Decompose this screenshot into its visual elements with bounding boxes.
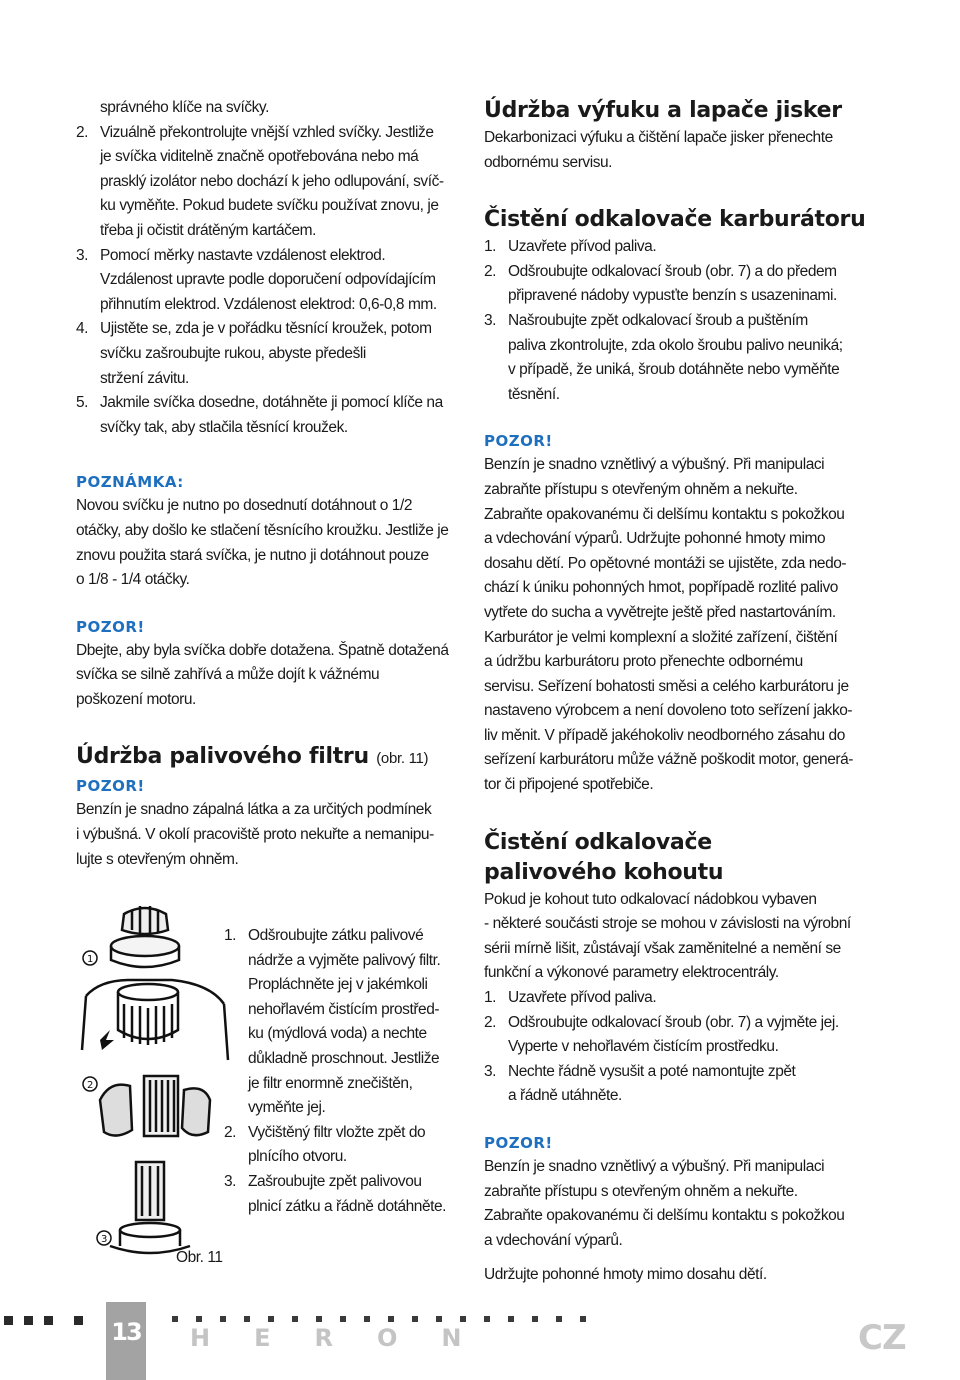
text-line: ku vyměňte. Pokud budete svíčku používat znovu, je <box>100 197 439 215</box>
list-item-number: 3. <box>224 1172 237 1190</box>
text-line: plnicí zátku a řádně dotáhněte. <box>248 1197 447 1215</box>
text-line: ku (mýdlová voda) a nechte <box>248 1025 427 1043</box>
footer-square-decoration <box>44 1316 53 1325</box>
footer-dot-decoration <box>268 1316 274 1322</box>
list-item-text <box>100 391 464 440</box>
list-item <box>484 235 874 260</box>
footer-dot-decoration <box>340 1316 346 1322</box>
text-line: a řádně utáhněte. <box>508 1087 622 1105</box>
text-line: Zabraňte opakovanému či delšímu kontaktu s pokožkou <box>484 1207 845 1225</box>
text-line: Dekarbonizaci výfuku a čištění lapače jisker přenechte <box>484 129 833 146</box>
right-column <box>484 96 874 1288</box>
text-line: Pomocí měrky nastavte vzdálenost elektrod. <box>100 246 386 264</box>
spark-plug-steps <box>76 121 464 441</box>
list-item <box>484 986 874 1011</box>
text-line: paliva zkontrolujte, zda okolo šroubu palivo neuniká; <box>508 336 843 354</box>
page-number: 13 <box>111 1318 141 1346</box>
list-item-text <box>508 1011 874 1060</box>
list-item-number: 2. <box>224 1123 237 1141</box>
text-line: v případě, že uniká, šroub dotáhněte nebo vyměňte <box>508 361 840 379</box>
text-line: Vyčištěný filtr vložte zpět do <box>248 1123 426 1141</box>
footer-dot-decoration <box>196 1316 202 1322</box>
text-line: Uzavřete přívod paliva. <box>508 238 657 256</box>
text-line: Ujistěte se, zda je v pořádku těsnící kroužek, potom <box>100 320 432 338</box>
language-code: CZ <box>858 1318 906 1358</box>
list-item-text <box>508 986 874 1011</box>
list-item-text <box>100 317 464 391</box>
footer-dot-decoration <box>436 1316 442 1322</box>
text-line: poškození motoru. <box>76 690 196 708</box>
text-line: přihnutím elektrod. Vzdálenost elektrod: 0,6-0,8 mm. <box>100 295 437 313</box>
text-line: Benzín je snadno vznětlivý a výbušný. Při manipulaci <box>484 456 825 474</box>
footer-dot-decoration <box>556 1316 562 1322</box>
text-line: svíčky tak, aby stlačila těsnící kroužek. <box>100 418 348 436</box>
fuel-tap-steps <box>484 986 874 1109</box>
text-line: Odšroubujte zátku palivové <box>248 927 424 944</box>
fuel-filter-diagram-icon <box>80 900 230 1280</box>
footer-dot-decoration <box>484 1316 490 1322</box>
text-line: seřízení karburátoru může vážně poškodit motor, generá- <box>484 751 853 769</box>
text-line: vytřete do sucha a vyvětrejte ještě před nastartováním. <box>484 603 836 621</box>
text-line: je svíčka viditelně značně opotřebována nebo má <box>100 148 419 166</box>
fuel-filter-figure-ref: (obr. 11) <box>376 750 429 768</box>
list-item <box>76 121 464 244</box>
text-line: Dbejte, aby byla svíčka dobře dotažena. Špatně dotažená <box>76 641 449 659</box>
text-line: Vzdálenost upravte podle doporučení odpovídajícím <box>100 271 436 289</box>
list-item-number: 3. <box>484 311 497 329</box>
text-line: stržení závitu. <box>100 369 189 387</box>
text-line: Jakmile svíčka dosedne, dotáhněte ji pomocí klíče na <box>100 394 443 412</box>
svg-text:3: 3 <box>101 1234 108 1245</box>
warning-text-4 <box>484 1155 874 1253</box>
text-line: tor či připojené spotřebiče. <box>484 776 654 794</box>
footer-dot-decoration <box>220 1316 226 1322</box>
fuel-filter-figure <box>80 900 230 1280</box>
footer-square-decoration <box>24 1316 33 1325</box>
warning-text-2 <box>76 798 464 872</box>
list-item-text <box>100 121 464 244</box>
final-line: Udržujte pohonné hmoty mimo dosahu dětí. <box>484 1266 767 1284</box>
list-item <box>224 1121 460 1170</box>
fuel-tap-heading-line-2: palivového kohoutu <box>484 859 724 885</box>
text-line: plnícího otvoru. <box>248 1148 347 1166</box>
text-line: těsnění. <box>508 385 560 403</box>
text-line: dosahu dětí. Po opětovné montáži se ujistěte, zda nedo- <box>484 554 847 572</box>
footer-dot-decoration <box>580 1316 586 1322</box>
text-line: prasklý izolátor nebo dochází k jeho odlupování, svíč- <box>100 172 444 190</box>
warning-label-1: POZOR! <box>76 617 145 636</box>
footer-dot-decoration <box>388 1316 394 1322</box>
list-item <box>484 309 874 407</box>
list-item <box>76 317 464 391</box>
footer-square-decoration <box>74 1316 83 1325</box>
text-line: i výbušná. V okolí pracoviště proto nekuřte a nemanipu- <box>76 826 434 844</box>
fuel-filter-title: Údržba palivového filtru <box>76 744 369 770</box>
footer-dot-decoration <box>172 1316 178 1322</box>
list-item-number: 1. <box>484 989 497 1007</box>
text-line: liv měnit. V případě jakéhokoliv neodborného zásahu do <box>484 726 845 744</box>
text-line: funkční a výkonové parametry elektrocentrály. <box>484 964 779 982</box>
text-line: lujte s otevřeným ohněm. <box>76 850 239 868</box>
footer-dot-decoration <box>292 1316 298 1322</box>
intro-line: správného klíče na svíčky. <box>100 99 269 116</box>
text-line: je filtr enormně znečištěn, <box>248 1074 413 1092</box>
text-line: Zabraňte opakovanému či delšímu kontaktu s pokožkou <box>484 505 845 523</box>
text-line: Zašroubujte zpět palivovou <box>248 1172 422 1190</box>
svg-text:2: 2 <box>87 1080 94 1091</box>
text-line: nehořlavém čistícím prostřed- <box>248 1000 440 1018</box>
carburetor-heading: Čistění odkalovače karburátoru <box>484 207 866 233</box>
list-item-number: 1. <box>484 238 497 256</box>
list-item-text <box>248 1121 460 1170</box>
footer-dot-decoration <box>412 1316 418 1322</box>
list-item-number: 2. <box>484 262 497 280</box>
text-line: znovu použita stará svíčka, je nutno ji dotáhnout pouze <box>76 546 429 564</box>
svg-text:1: 1 <box>87 954 94 965</box>
note-text <box>76 494 464 592</box>
list-item-number: 1. <box>224 927 237 944</box>
text-line: Našroubujte zpět odkalovací šroub a puštěním <box>508 311 808 329</box>
text-line: otáčky, aby došlo ke stlačení těsnícího kroužku. Jestliže je <box>76 521 449 539</box>
text-line: Odšroubujte odkalovací šroub (obr. 7) a do předem <box>508 262 837 280</box>
exhaust-text <box>484 126 874 175</box>
text-line: nastaveno výrobcem a není dovoleno toto seřízení jakko- <box>484 702 853 720</box>
text-line: a údržbu karburátoru proto přenechte odbornému <box>484 653 803 671</box>
list-item-number: 3. <box>484 1062 497 1080</box>
list-item-number: 2. <box>484 1013 497 1031</box>
list-item-text <box>508 309 874 407</box>
fuel-tap-intro <box>484 888 874 986</box>
footer-dot-decoration <box>508 1316 514 1322</box>
text-line: sérii mírně lišit, zůstávají však zaměnitelné a nemění se <box>484 939 841 957</box>
warning-label-3: POZOR! <box>484 432 553 451</box>
list-item-text <box>508 235 874 260</box>
footer-dot-decoration <box>316 1316 322 1322</box>
fuel-tap-heading-line-1: Čistění odkalovače <box>484 829 712 855</box>
exhaust-heading: Údržba výfuku a lapače jisker <box>484 98 842 123</box>
text-line: a vdechování výparů. <box>484 1231 623 1249</box>
text-line: Vyperte v nehořlavém čistícím prostředku. <box>508 1038 779 1056</box>
text-line: důkladně proschnout. Jestliže <box>248 1049 440 1067</box>
list-item <box>484 1011 874 1060</box>
text-line: a vdechování výparů. Udržujte pohonné hmoty mimo <box>484 530 826 548</box>
footer-dot-decoration <box>532 1316 538 1322</box>
text-line: Vizuálně překontrolujte vnější vzhled svíčky. Jestliže <box>100 123 434 141</box>
list-item-number: 2. <box>76 123 89 141</box>
list-item <box>76 244 464 318</box>
list-item-text <box>508 1060 874 1109</box>
text-line: Propláchněte jej v jakémkoli <box>248 976 428 994</box>
list-item <box>484 260 874 309</box>
list-item-text <box>248 1170 460 1219</box>
list-item-text <box>508 260 874 309</box>
brand-logo: HERON <box>190 1324 506 1352</box>
warning-text-1 <box>76 639 464 713</box>
list-item <box>224 924 460 1121</box>
footer-dot-decoration <box>244 1316 250 1322</box>
text-line: Odšroubujte odkalovací šroub (obr. 7) a vyjměte jej. <box>508 1013 839 1031</box>
text-line: Pokud je kohout tuto odkalovací nádobkou vybaven <box>484 890 817 908</box>
text-line: servisu. Seřízení bohatosti směsi a celého karburátoru je <box>484 677 849 695</box>
footer-dot-decoration <box>460 1316 466 1322</box>
text-line: - některé součásti stroje se mohou v závislosti na výrobní <box>484 915 851 933</box>
text-line: Karburátor je velmi komplexní a složité zařízení, čištění <box>484 628 838 646</box>
footer-dot-decoration <box>364 1316 370 1322</box>
text-line: Novou svíčku je nutno po dosednutí dotáhnout o 1/2 <box>76 497 412 515</box>
list-item-number: 3. <box>76 246 89 264</box>
text-line: nádrže a vyjměte palivový filtr. <box>248 951 441 969</box>
text-line: Benzín je snadno zápalná látka a za určitých podmínek <box>76 801 432 819</box>
text-line: o 1/8 - 1/4 otáčky. <box>76 571 190 589</box>
list-item-number: 5. <box>76 394 89 412</box>
text-line: Uzavřete přívod paliva. <box>508 989 657 1007</box>
text-line: vyměňte jej. <box>248 1099 326 1117</box>
note-label: POZNÁMKA: <box>76 473 184 492</box>
text-line: chází k úniku pohonných hmot, popřípadě rozlité palivo <box>484 579 838 597</box>
text-line: odbornému servisu. <box>484 153 613 171</box>
text-line: zabraňte přístupu s otevřeným ohněm a nekuřte. <box>484 480 798 498</box>
left-column <box>76 96 464 872</box>
list-item-text <box>100 244 464 318</box>
warning-label-2: POZOR! <box>76 777 145 796</box>
text-line: připravené nádoby vypusťte benzín s usazeninami. <box>508 287 837 305</box>
warning-text-3 <box>484 453 874 797</box>
text-line: zabraňte přístupu s otevřeným ohněm a nekuřte. <box>484 1182 798 1200</box>
figure-caption: Obr. 11 <box>176 1249 223 1266</box>
text-line: Benzín je snadno vznětlivý a výbušný. Při manipulaci <box>484 1158 825 1175</box>
list-item <box>224 1170 460 1219</box>
list-item-number: 4. <box>76 320 89 338</box>
list-item <box>484 1060 874 1109</box>
carburetor-steps <box>484 235 874 407</box>
fuel-filter-heading <box>76 742 464 774</box>
text-line: svíčka se silně zahřívá a může dojít k vážnému <box>76 666 380 684</box>
text-line: svíčku zašroubujte rukou, abyste předešli <box>100 344 366 362</box>
fuel-filter-steps <box>224 924 460 1219</box>
text-line: Nechte řádně vysušit a poté namontujte zpět <box>508 1062 796 1080</box>
warning-label-4: POZOR! <box>484 1134 553 1152</box>
list-item <box>76 391 464 440</box>
list-item-text <box>248 924 460 1121</box>
text-line: třeba ji očistit drátěným kartáčem. <box>100 221 316 239</box>
footer-square-decoration <box>4 1316 13 1325</box>
